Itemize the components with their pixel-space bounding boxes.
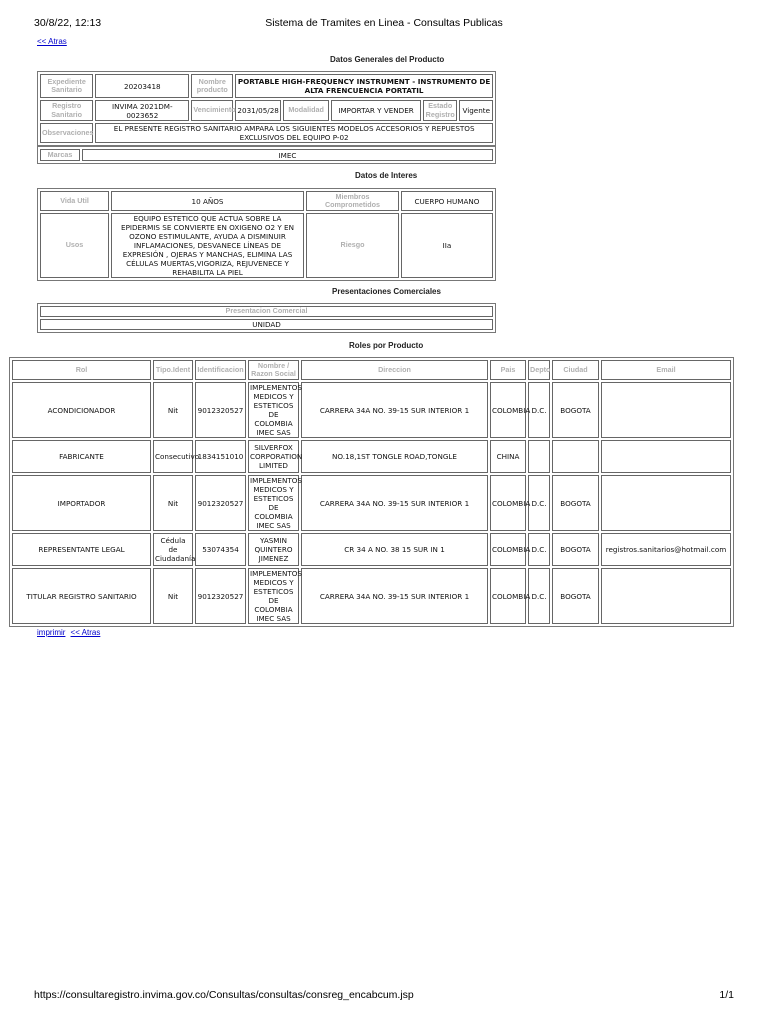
- riesgo-value: IIa: [401, 213, 493, 278]
- direccion-cell: CR 34 A NO. 38 15 SUR IN 1: [301, 533, 488, 566]
- nombre-cell: IMPLEMENTOS MEDICOS Y ESTETICOS DE COLOMBIA IMEC SAS: [250, 383, 302, 437]
- nombre-producto-label: Nombre producto: [191, 74, 233, 98]
- miembros-label: Miembros Comprometidos: [306, 191, 399, 211]
- table-row: [12, 440, 731, 473]
- table-row: [12, 382, 731, 438]
- registro-sanitario-label: Registro Sanitario: [40, 100, 93, 121]
- nombre-cell: SILVERFOX CORPORATION LIMITED: [248, 440, 299, 473]
- tipo-ident-cell: Nit: [153, 568, 193, 624]
- presentacion-header: Presentacion Comercial: [40, 306, 493, 317]
- observaciones-value: EL PRESENTE REGISTRO SANITARIO AMPARA LOS SIGUIENTES MODELOS ACCESORIOS Y REPUESTOS EXCLUSIVOS DEL EQUIPO P-02: [95, 123, 493, 143]
- tipo-ident-cell: Nit: [153, 382, 193, 438]
- estado-registro-label: Estado Registro: [423, 100, 457, 121]
- ciudad-cell: BOGOTA: [552, 475, 599, 531]
- email-cell: registros.sanitarios@hotmail.com: [601, 533, 731, 566]
- tipo-ident-cell: Nit: [153, 475, 193, 531]
- vida-util-label: Vida Util: [40, 191, 109, 211]
- pais-cell: COLOMBIA: [490, 475, 526, 531]
- expediente-label: Expediente Sanitario: [40, 74, 93, 98]
- col-header-email: Email: [601, 360, 731, 380]
- usos-label: Usos: [40, 213, 109, 278]
- email-cell: [601, 382, 731, 438]
- identificacion-cell: 1834151010: [195, 440, 246, 473]
- table-row: [12, 533, 731, 566]
- vencimiento-label: Vencimiento: [191, 100, 233, 121]
- usos-value: EQUIPO ESTETICO QUE ACTUA SOBRE LA EPIDERMIS SE CONVIERTE EN OXIGENO O2 Y EN OZONO ESTIMULANTE, AYUDA A DISMINUIR INFLAMACIONES, DESVANECE LÍNEAS DE EXPRESIÓN , OJERAS Y MANCHAS, ELIMINA LAS CÉLULAS MUERTAS,VIGORIZA, REJUVENECE Y REHABILITA LA PIEL: [111, 213, 304, 278]
- print-footer: [34, 989, 734, 1003]
- modalidad-label: Modalidad: [283, 100, 329, 121]
- rol-cell: FABRICANTE: [12, 440, 151, 473]
- col-header-rol: Rol: [12, 360, 151, 380]
- direccion-cell: NO.18,1ST TONGLE ROAD,TONGLE: [301, 440, 488, 473]
- rol-cell: REPRESENTANTE LEGAL: [12, 533, 151, 566]
- roles-table: [9, 357, 734, 627]
- section-title-presentaciones: Presentaciones Comerciales: [332, 287, 441, 296]
- pais-cell: COLOMBIA: [490, 533, 526, 566]
- vencimiento-value: 2031/05/28: [235, 100, 281, 121]
- bottom-links: [37, 620, 100, 639]
- email-cell: [601, 568, 731, 624]
- back-link-top[interactable]: << Atras: [37, 37, 67, 46]
- rol-cell: IMPORTADOR: [12, 475, 151, 531]
- nombre-cell: IMPLEMENTOS MEDICOS Y ESTETICOS DE COLOMBIA IMEC SAS: [250, 476, 302, 530]
- rol-cell: TITULAR REGISTRO SANITARIO: [12, 568, 151, 624]
- ciudad-cell: BOGOTA: [552, 382, 599, 438]
- ciudad-cell: [552, 440, 599, 473]
- print-datetime: 30/8/22, 12:13: [34, 17, 102, 29]
- estado-registro-value: Vigente: [459, 100, 493, 121]
- tipo-ident-cell: Consecutivo: [153, 440, 193, 473]
- section-title-roles: Roles por Producto: [349, 341, 424, 350]
- email-cell: [601, 475, 731, 531]
- pais-cell: CHINA: [490, 440, 526, 473]
- observaciones-label: Observaciones: [40, 123, 93, 143]
- nombre-cell: YASMIN QUINTERO JIMENEZ: [248, 533, 299, 566]
- identificacion-cell: 9012320527: [195, 382, 246, 438]
- vida-util-value: 10 AÑOS: [111, 191, 304, 211]
- col-header-ciudad: Ciudad: [552, 360, 599, 380]
- rol-cell: ACONDICIONADOR: [12, 382, 151, 438]
- back-link-bottom[interactable]: << Atras: [70, 628, 101, 637]
- print-link[interactable]: imprimir: [37, 628, 66, 637]
- print-header: [34, 17, 734, 31]
- identificacion-cell: 53074354: [195, 533, 246, 566]
- ciudad-cell: BOGOTA: [552, 568, 599, 624]
- identificacion-cell: 9012320527: [195, 568, 246, 624]
- depto-cell: [528, 440, 550, 473]
- direccion-cell: CARRERA 34A NO. 39-15 SUR INTERIOR 1: [301, 568, 488, 624]
- registro-sanitario-value: INVIMA 2021DM-0023652: [95, 100, 189, 121]
- pais-cell: COLOMBIA: [490, 382, 526, 438]
- nombre-producto-value: PORTABLE HIGH-FREQUENCY INSTRUMENT - INSTRUMENTO DE ALTA FRENCUENCIA PORTATIL: [235, 74, 493, 98]
- print-page-title: Sistema de Tramites en Linea - Consultas Publicas: [265, 17, 503, 29]
- modalidad-value: IMPORTAR Y VENDER: [331, 100, 421, 121]
- col-header-nombre: Nombre / Razon Social: [248, 360, 299, 380]
- ciudad-cell: BOGOTA: [552, 533, 599, 566]
- col-header-direccion: Direccion: [301, 360, 488, 380]
- roles-header-row: [12, 360, 731, 380]
- general-data-table: [37, 71, 496, 146]
- depto-cell: D.C.: [528, 568, 550, 624]
- marcas-table: [37, 146, 496, 164]
- presentaciones-table: [37, 303, 496, 333]
- section-title-general: Datos Generales del Producto: [330, 55, 445, 64]
- col-header-identificacion: Identificacion: [195, 360, 246, 380]
- presentacion-value: UNIDAD: [40, 319, 493, 330]
- table-row: [12, 475, 731, 531]
- expediente-value: 20203418: [95, 74, 189, 98]
- depto-cell: D.C.: [528, 533, 550, 566]
- identificacion-cell: 9012320527: [195, 475, 246, 531]
- col-header-depto: Depto: [528, 360, 550, 380]
- email-cell: [601, 440, 731, 473]
- col-header-pais: Pais: [490, 360, 526, 380]
- depto-cell: D.C.: [528, 475, 550, 531]
- direccion-cell: CARRERA 34A NO. 39-15 SUR INTERIOR 1: [301, 382, 488, 438]
- interes-data-table: [37, 188, 496, 281]
- table-row: [12, 568, 731, 624]
- col-header-tipo-ident: Tipo.Ident: [153, 360, 193, 380]
- pais-cell: COLOMBIA: [490, 568, 526, 624]
- riesgo-label: Riesgo: [306, 213, 399, 278]
- print-page-number: 1/1: [719, 989, 734, 1001]
- direccion-cell: CARRERA 34A NO. 39-15 SUR INTERIOR 1: [301, 475, 488, 531]
- tipo-ident-cell: Cédula de Ciudadanía: [153, 533, 193, 566]
- marcas-value: IMEC: [82, 149, 493, 161]
- print-url: https://consultaregistro.invima.gov.co/Consultas/consultas/consreg_encabcum.jsp: [34, 989, 414, 1001]
- depto-cell: D.C.: [528, 382, 550, 438]
- marcas-label: Marcas: [40, 149, 80, 161]
- nombre-cell: IMPLEMENTOS MEDICOS Y ESTETICOS DE COLOMBIA IMEC SAS: [250, 569, 302, 623]
- section-title-interes: Datos de Interes: [355, 171, 418, 180]
- miembros-value: CUERPO HUMANO: [401, 191, 493, 211]
